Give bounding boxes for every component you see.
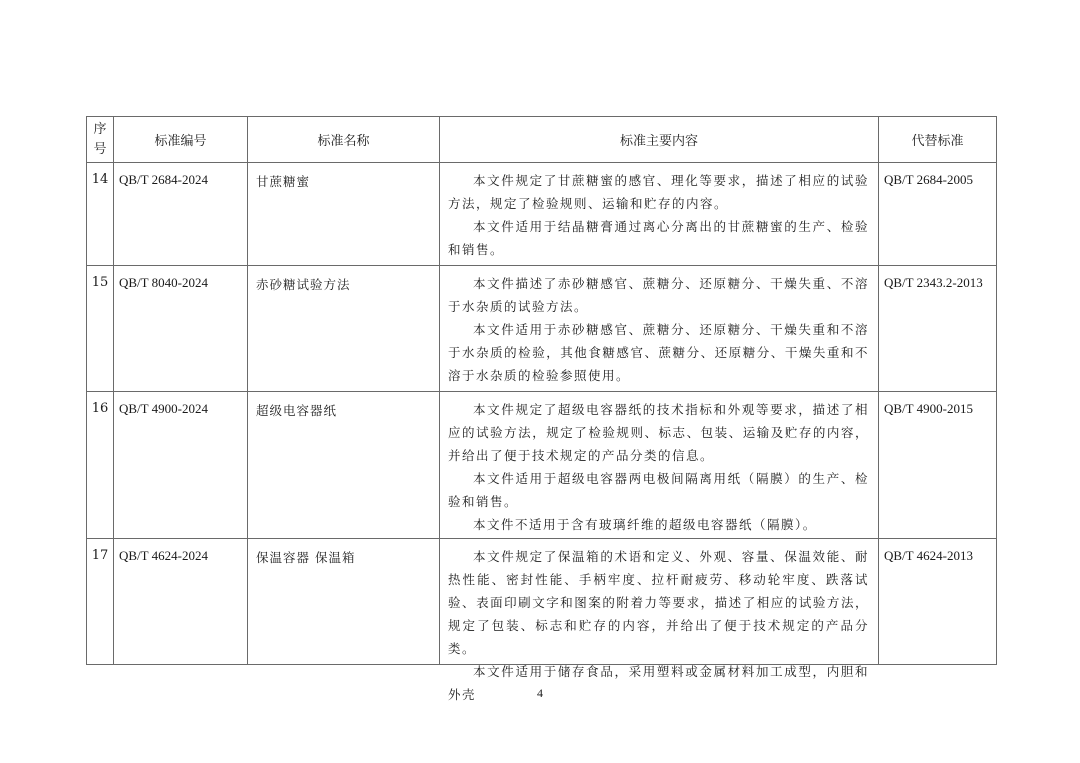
content-paragraph: 本文件规定了超级电容器纸的技术指标和外观等要求，描述了相应的试验方法，规定了检验规则、标志、包装、运输及贮存的内容，并给出了便于技术规定的产品分类的信息。 [448, 402, 869, 463]
content-paragraph: 本文件适用于储存食品，采用塑料或金属材料加工成型，内胆和外壳 [448, 664, 869, 702]
replaced-standard: QB/T 2343.2-2013 [879, 266, 997, 392]
header-row [87, 117, 997, 163]
standard-content [440, 266, 879, 392]
header-code: 标准编号 [114, 117, 248, 163]
header-content: 标准主要内容 [440, 117, 879, 163]
row-number: 15 [87, 266, 114, 392]
header-seq [87, 117, 114, 163]
standard-code: QB/T 2684-2024 [114, 163, 248, 266]
standard-content [440, 539, 879, 702]
standard-name: 甘蔗糖蜜 [248, 163, 440, 266]
replaced-standard: QB/T 2684-2005 [879, 163, 997, 266]
content-clip [448, 545, 869, 702]
page-number: 4 [537, 686, 543, 700]
header-name: 标准名称 [248, 117, 440, 163]
table-row [87, 392, 997, 539]
content-paragraph: 本文件描述了赤砂糖感官、蔗糖分、还原糖分、干燥失重、不溶于水杂质的试验方法。 [448, 276, 869, 314]
standard-name: 超级电容器纸 [248, 392, 440, 539]
header-replaced: 代替标准 [879, 117, 997, 163]
row-number: 16 [87, 392, 114, 539]
content-paragraph: 本文件规定了保温箱的术语和定义、外观、容量、保温效能、耐热性能、密封性能、手柄牢度、拉杆耐疲劳、移动轮牢度、跌落试验、表面印刷文字和图案的附着力等要求，描述了相应的试验方法，规定了包装、标志和贮存的内容，并给出了便于技术规定的产品分类。 [448, 549, 869, 656]
standard-code: QB/T 8040-2024 [114, 266, 248, 392]
content-paragraph: 本文件适用于超级电容器两电极间隔离用纸（隔膜）的生产、检验和销售。 [448, 471, 869, 509]
header-seq-line1: 序 [93, 121, 107, 137]
content-paragraph: 本文件规定了甘蔗糖蜜的感官、理化等要求，描述了相应的试验方法，规定了检验规则、运输和贮存的内容。 [448, 173, 869, 211]
content-paragraph: 本文件不适用于含有玻璃纤维的超级电容器纸（隔膜）。 [473, 517, 817, 532]
standard-code: QB/T 4624-2024 [114, 539, 248, 665]
standard-name: 赤砂糖试验方法 [248, 266, 440, 392]
table-row [87, 539, 997, 665]
row-number: 17 [87, 539, 114, 665]
standard-content [440, 392, 879, 539]
standards-table [86, 116, 997, 702]
content-paragraph: 本文件适用于赤砂糖感官、蔗糖分、还原糖分、干燥失重和不溶于水杂质的检验，其他食糖感官、蔗糖分、还原糖分、干燥失重和不溶于水杂质的检验参照使用。 [448, 322, 869, 383]
standard-code: QB/T 4900-2024 [114, 392, 248, 539]
header-seq-line2: 号 [93, 141, 107, 157]
content-paragraph: 本文件适用于结晶糖膏通过离心分离出的甘蔗糖蜜的生产、检验和销售。 [448, 219, 869, 257]
standard-content [440, 163, 879, 266]
replaced-standard: QB/T 4624-2013 [879, 539, 997, 665]
row-number: 14 [87, 163, 114, 266]
replaced-standard: QB/T 4900-2015 [879, 392, 997, 539]
standard-name: 保温容器 保温箱 [248, 539, 440, 665]
table-row [87, 266, 997, 392]
table-row [87, 163, 997, 266]
